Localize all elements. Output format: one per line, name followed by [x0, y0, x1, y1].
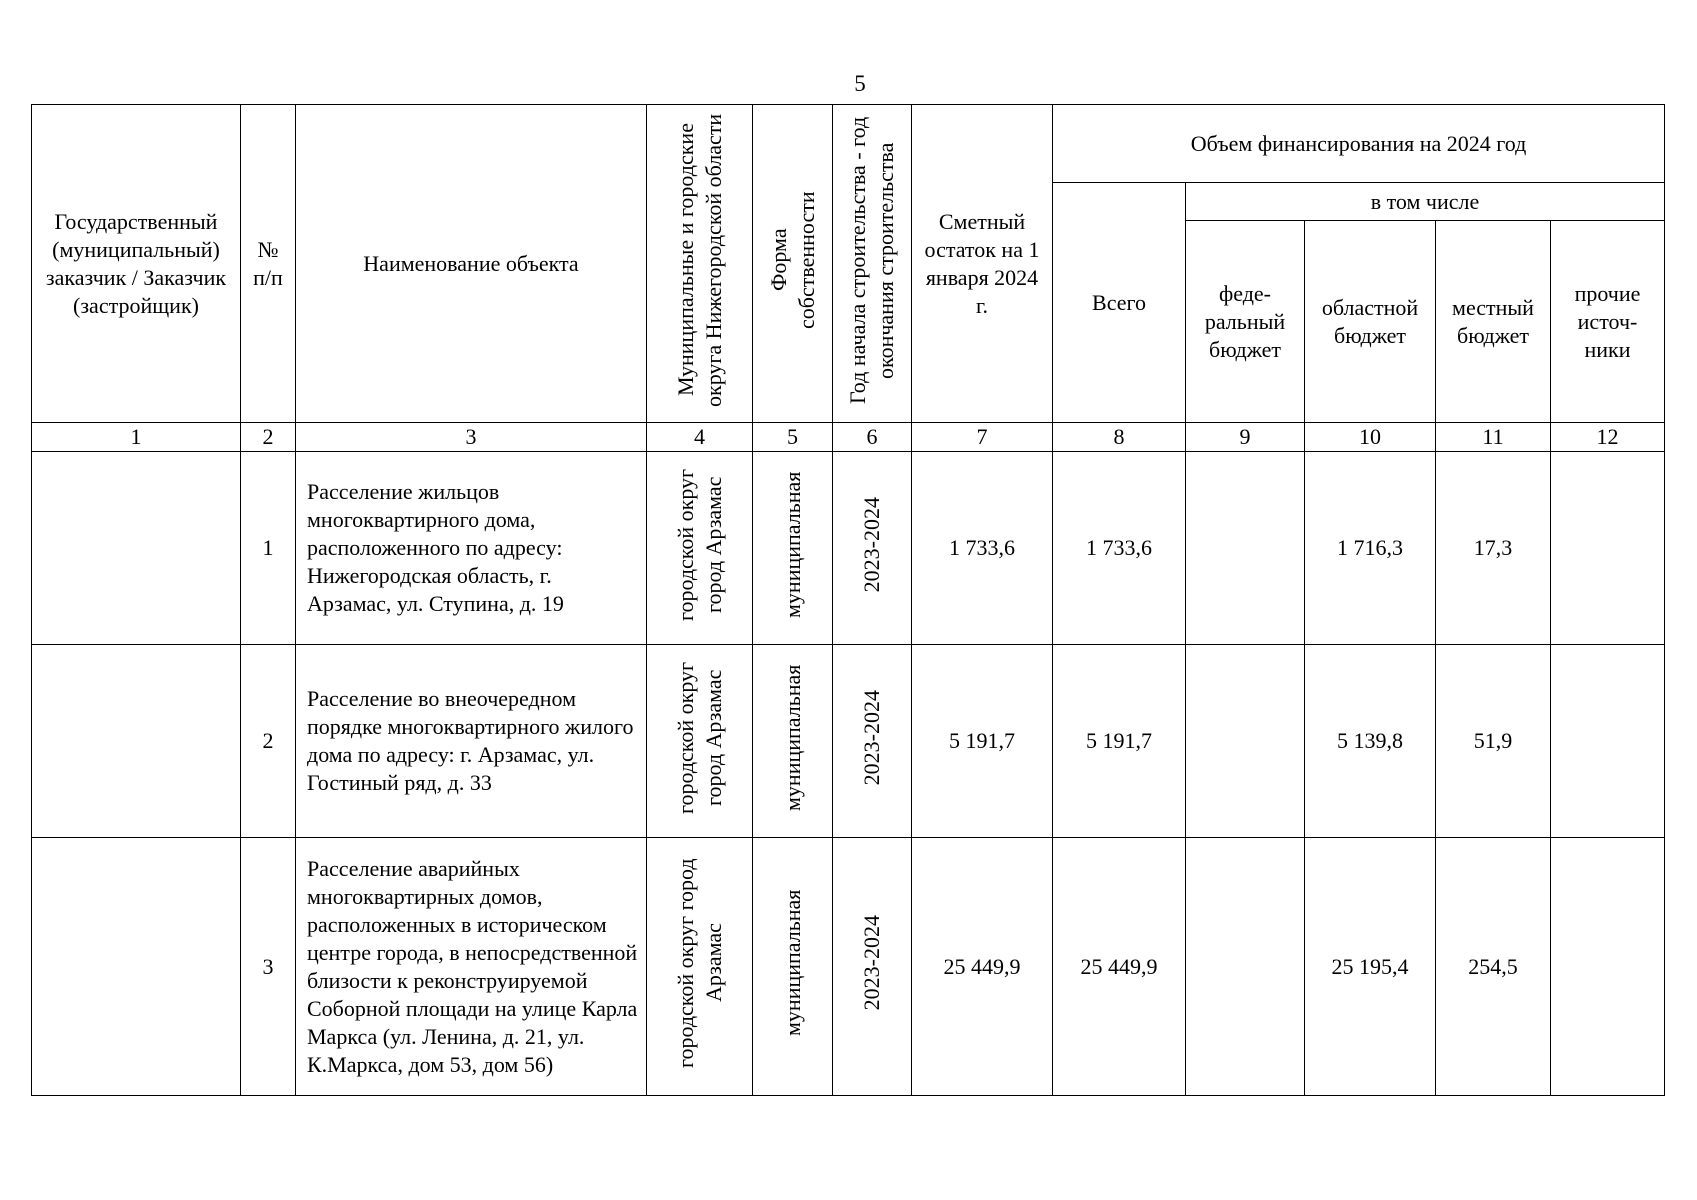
column-number: 5 [753, 423, 833, 452]
object-name: Расселение аварийных многоквартирных домов, расположенных в историческом центре города, в непосредственной близости к реконструируемой Соборной площади на улице Карла Маркса (ул. Ленина, д. 21, ул. К.Маркса, дом 53, дом 56) [296, 838, 647, 1096]
ownership: муниципальная [779, 889, 805, 1037]
financing-table [31, 104, 1665, 1096]
column-number: 6 [833, 423, 912, 452]
regional-value: 5 139,8 [1305, 645, 1436, 838]
column-number: 8 [1053, 423, 1186, 452]
row-number: 2 [241, 645, 296, 838]
header-ownership: Форма собственности [765, 191, 819, 329]
header-ownership-cell [753, 105, 833, 423]
header-estimate: Сметный остаток на 1 января 2024 г. [912, 105, 1053, 423]
column-number: 7 [912, 423, 1053, 452]
years-cell [833, 838, 912, 1096]
column-number: 12 [1551, 423, 1665, 452]
estimate-value: 5 191,7 [912, 645, 1053, 838]
header-num: № п/п [241, 105, 296, 423]
header-municipality: Муниципальные и городские округа Нижегородской области [672, 113, 726, 407]
customer-cell [32, 838, 241, 1096]
years-cell [833, 452, 912, 645]
column-number: 2 [241, 423, 296, 452]
municipality-cell [647, 838, 753, 1096]
row-number: 3 [241, 838, 296, 1096]
municipality: городской округ город Арзамас [672, 468, 726, 621]
column-number: 9 [1186, 423, 1305, 452]
page-number: 5 [854, 71, 866, 96]
years: 2023-2024 [859, 496, 884, 593]
regional-value: 1 716,3 [1305, 452, 1436, 645]
header-customer: Государственный (муниципальный) заказчик / Заказчик (застройщик) [32, 105, 241, 423]
column-number: 1 [32, 423, 241, 452]
ownership-cell [753, 645, 833, 838]
header-years-cell [833, 105, 912, 423]
object-name: Расселение жильцов многоквартирного дома, расположенного по адресу: Нижегородская область, г. Арзамас, ул. Ступина, д. 19 [296, 452, 647, 645]
local-value: 51,9 [1436, 645, 1551, 838]
header-regional: областной бюджет [1305, 221, 1436, 423]
header-federal: феде-ральный бюджет [1186, 221, 1305, 423]
customer-cell [32, 645, 241, 838]
table-row [32, 452, 1665, 645]
estimate-value: 25 449,9 [912, 838, 1053, 1096]
local-value: 254,5 [1436, 838, 1551, 1096]
header-row-1 [32, 105, 1665, 183]
header-other: прочие источ-ники [1551, 221, 1665, 423]
regional-value: 25 195,4 [1305, 838, 1436, 1096]
row-number: 1 [241, 452, 296, 645]
ownership-cell [753, 452, 833, 645]
header-object-name: Наименование объекта [296, 105, 647, 423]
table-row [32, 838, 1665, 1096]
other-value [1551, 452, 1665, 645]
federal-value [1186, 645, 1305, 838]
header-years: Год начала строительства - год окончания строительства [845, 116, 898, 404]
federal-value [1186, 452, 1305, 645]
total-value: 25 449,9 [1053, 838, 1186, 1096]
total-value: 5 191,7 [1053, 645, 1186, 838]
estimate-value: 1 733,6 [912, 452, 1053, 645]
ownership: муниципальная [779, 664, 805, 811]
total-value: 1 733,6 [1053, 452, 1186, 645]
municipality: городской округ город Арзамас [672, 858, 726, 1068]
column-number: 11 [1436, 423, 1551, 452]
municipality-cell [647, 452, 753, 645]
customer-cell [32, 452, 241, 645]
local-value: 17,3 [1436, 452, 1551, 645]
table-row [32, 645, 1665, 838]
ownership-cell [753, 838, 833, 1096]
years-cell [833, 645, 912, 838]
other-value [1551, 645, 1665, 838]
years: 2023-2024 [859, 915, 884, 1011]
column-number: 4 [647, 423, 753, 452]
header-local: местный бюджет [1436, 221, 1551, 423]
municipality: городской округ город Арзамас [672, 661, 726, 814]
header-including: в том числе [1186, 183, 1665, 221]
other-value [1551, 838, 1665, 1096]
municipality-cell [647, 645, 753, 838]
header-municipality-cell [647, 105, 753, 423]
object-name: Расселение во внеочередном порядке многоквартирного жилого дома по адресу: г. Арзамас, ул. Гостиный ряд, д. 33 [296, 645, 647, 838]
column-numbers-row [32, 423, 1665, 452]
header-financing: Объем финансирования на 2024 год [1053, 105, 1665, 183]
column-number: 10 [1305, 423, 1436, 452]
column-number: 3 [296, 423, 647, 452]
federal-value [1186, 838, 1305, 1096]
ownership: муниципальная [779, 471, 805, 618]
years: 2023-2024 [859, 689, 884, 786]
header-total: Всего [1053, 183, 1186, 423]
